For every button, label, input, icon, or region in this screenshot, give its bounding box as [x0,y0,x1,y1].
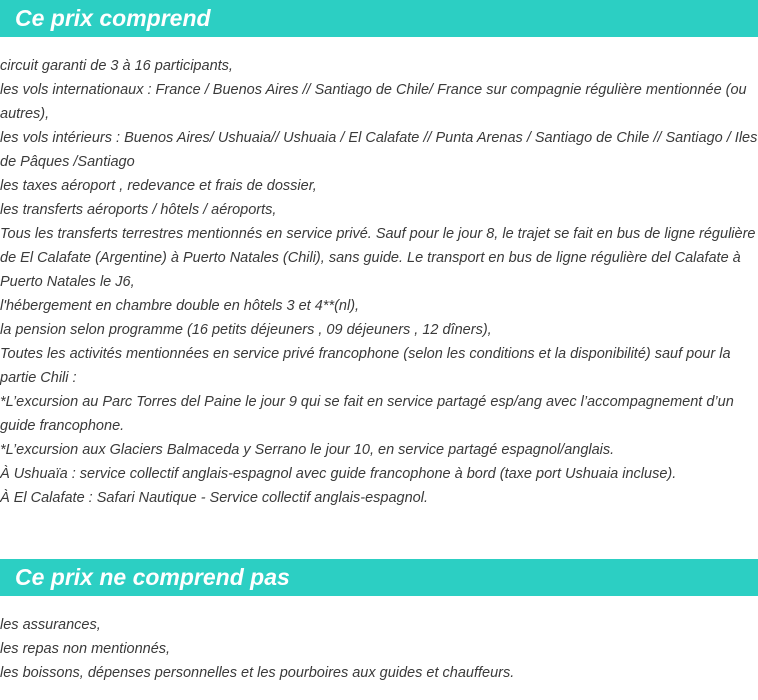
list-item: les boissons, dépenses personnelles et les pourboires aux guides et chauffeurs. [0,665,515,681]
price-excludes-list [0,613,758,685]
list-item: *L’excursion au Parc Torres del Paine le jour 9 qui se fait en service partagé esp/ang avec l’accompagnement d’un guide francophone. [0,394,734,434]
list-item: *L’excursion aux Glaciers Balmaceda y Serrano le jour 10, en service partagé espagnol/anglais. [0,442,615,458]
list-item: la pension selon programme (16 petits déjeuners , 09 déjeuners , 12 dîners), [0,322,492,338]
list-item: les vols intérieurs : Buenos Aires/ Ushuaia// Ushuaia / El Calafate // Punta Arenas / Santiago de Chile // Santiago / Iles de Pâques /Santiago [0,130,758,170]
price-includes-header [0,0,758,37]
list-item: l'hébergement en chambre double en hôtels 3 et 4**(nl), [0,298,360,314]
list-item: les vols internationaux : France / Buenos Aires // Santiago de Chile/ France sur compagnie régulière mentionnée (ou autres), [0,82,747,122]
list-item: À El Calafate : Safari Nautique - Service collectif anglais-espagnol. [0,490,428,506]
list-item: les assurances, [0,617,101,633]
list-item: les repas non mentionnés, [0,641,171,657]
list-item: les transferts aéroports / hôtels / aéroports, [0,202,277,218]
list-item: À Ushuaïa : service collectif anglais-espagnol avec guide francophone à bord (taxe port Ushuaia incluse). [0,466,677,482]
list-item: Toutes les activités mentionnées en service privé francophone (selon les conditions et la disponibilité) sauf pour la partie Chili : [0,346,731,386]
price-excludes-title: Ce prix ne comprend pas [15,564,290,590]
list-item: les taxes aéroport , redevance et frais de dossier, [0,178,317,194]
price-excludes-section [0,559,758,685]
list-item: Tous les transferts terrestres mentionnés en service privé. Sauf pour le jour 8, le trajet se fait en bus de ligne régulière de El Calafate (Argentine) à Puerto Natales (Chili), sans guide. Le transport en bus de ligne régulière del Calafate à Puerto Natales le J6, [0,226,756,290]
list-item: circuit garanti de 3 à 16 participants, [0,58,233,74]
price-excludes-header [0,559,758,596]
price-includes-list [0,54,758,510]
price-includes-title: Ce prix comprend [15,5,211,31]
